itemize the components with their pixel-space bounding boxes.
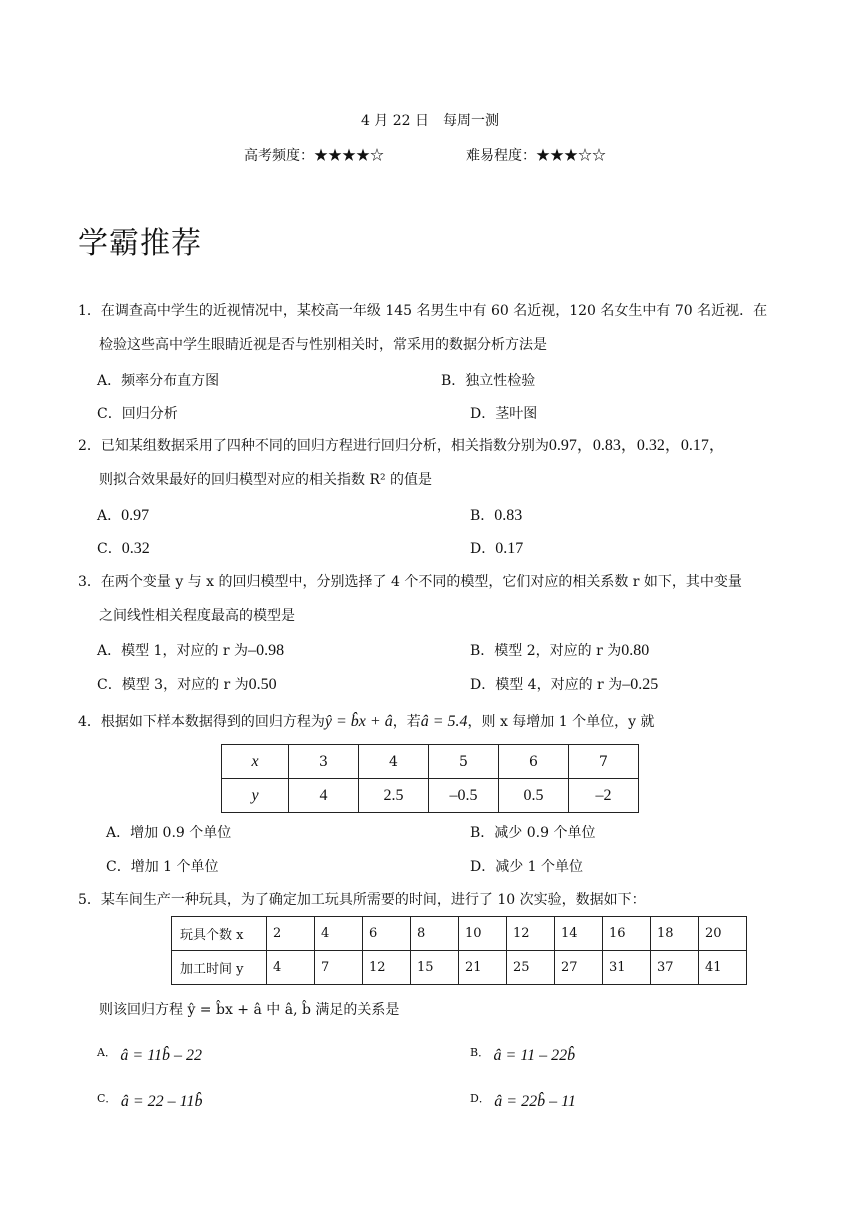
q1-line1: 1．在调查高中学生的近视情况中，某校高一年级 145 名男生中有 60 名近视，120 名女生中有 70 名近视．在: [78, 303, 768, 319]
q3-line2: 之间线性相关程度最高的模型是: [99, 608, 295, 624]
q3-option-d: D．模型 4，对应的 r 为–0.25: [470, 676, 659, 693]
table-row: y 4 2.5 –0.5 0.5 –2: [222, 779, 639, 813]
difficulty-rating: 难易程度：★★★☆☆: [466, 148, 606, 164]
q2-line2: 则拟合效果最好的回归模型对应的相关指数 R² 的值是: [99, 472, 433, 488]
table-row: 加工时间 y 4 7 12 15 21 25 27 31 37 41: [172, 951, 747, 985]
q2-line1-text: 2．已知某组数据采用了四种不同的回归方程进行回归分析，相关指数分别为: [78, 438, 549, 454]
q4-option-c: C．增加 1 个单位: [106, 859, 219, 875]
q5-data-table: [171, 916, 747, 985]
q1-option-d: D．茎叶图: [470, 406, 538, 422]
table-row: 玩具个数 x 2 4 6 8 10 12 14 16 18 20: [172, 917, 747, 951]
q3-option-b: B．模型 2，对应的 r 为0.80: [470, 642, 650, 659]
q2-values: 0.97，0.83，0.32，0.17，: [548, 437, 725, 454]
q2-option-b: B．0.83: [470, 507, 523, 524]
q4-line1: 4．根据如下样本数据得到的回归方程为ŷ = b̂x + â，若â = 5.4，则 x 每增加 1 个单位，y 就: [78, 713, 655, 730]
table-row: x 3 4 5 6 7: [222, 745, 639, 779]
q4-equation: ŷ = b̂x + â: [324, 713, 393, 730]
q1-option-a: A．频率分布直方图: [97, 373, 220, 389]
q4-option-b: B．减少 0.9 个单位: [470, 825, 596, 841]
q5-option-b: $^{B.}$ â = 11 – 22b̂: [470, 1046, 576, 1064]
q4-option-d: D．减少 1 个单位: [470, 859, 584, 875]
q3-option-a: A．模型 1，对应的 r 为–0.98: [97, 642, 285, 659]
q2-option-a: A．0.97: [97, 507, 150, 524]
q5-option-d: $^{D.}$ â = 22b̂ – 11: [470, 1092, 576, 1110]
q2-line1: [78, 436, 725, 456]
q1-option-c: C．回归分析: [97, 406, 178, 422]
frequency-rating: 高考频度：★★★★☆: [244, 148, 384, 164]
q1-option-b: B．独立性检验: [441, 373, 536, 389]
q5-line1: 5．某车间生产一种玩具，为了确定加工玩具所需要的时间，进行了 10 次实验，数据如下：: [78, 892, 646, 908]
q3-line1: 3．在两个变量 y 与 x 的回归模型中，分别选择了 4 个不同的模型，它们对应的相关系数 r 如下，其中变量: [78, 574, 742, 590]
q4-condition: â = 5.4: [420, 713, 468, 730]
q2-option-d: D．0.17: [470, 540, 524, 557]
q4-option-a: A．增加 0.9 个单位: [106, 825, 232, 841]
q5-option-a: $^{A.}$ â = 11b̂ – 22: [97, 1046, 203, 1064]
q4-data-table: [221, 744, 639, 813]
q2-option-c: C．0.32: [97, 540, 150, 557]
q1-line2: 检验这些高中学生眼睛近视是否与性别相关时，常采用的数据分析方法是: [99, 337, 547, 353]
q3-option-c: C．模型 3，对应的 r 为0.50: [97, 676, 277, 693]
date-line: 4 月 22 日 每周一测: [360, 113, 500, 129]
q5-option-c: $^{C.}$ â = 22 – 11b̂: [97, 1092, 203, 1110]
q5-line2: 则该回归方程 ŷ = b̂x + â 中 â, b̂ 满足的关系是: [99, 1002, 400, 1018]
section-title: 学霸推荐: [78, 226, 202, 261]
